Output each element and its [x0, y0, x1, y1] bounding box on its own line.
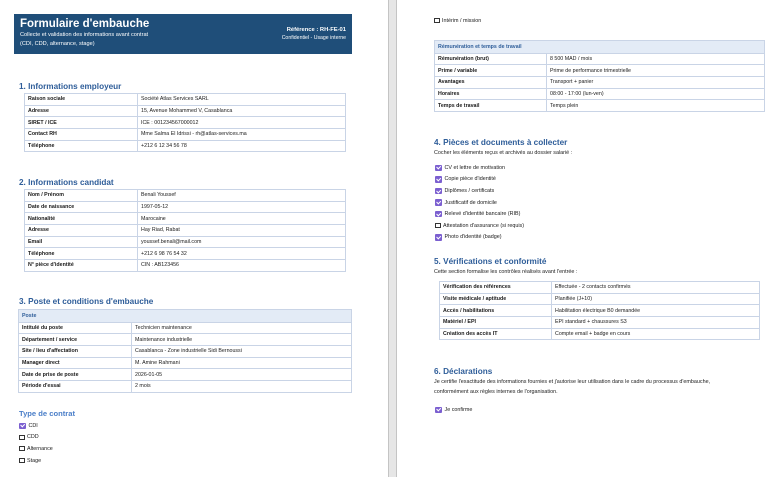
form-subtitle-line1: Collecte et validation des informations avant contrat [20, 32, 149, 38]
section-title-employer: 1. Informations employeur [19, 82, 122, 91]
row-label: N° pièce d'identité [25, 260, 138, 272]
checkbox-checked-icon[interactable] [435, 199, 442, 206]
row-label: SIRET / ICE [25, 117, 138, 129]
candidate-table [24, 189, 346, 272]
form-title: Formulaire d'embauche [20, 18, 150, 30]
row-value: Benali Youssef [138, 190, 346, 202]
row-label: Site / lieu d'affectation [19, 345, 132, 357]
row-label: Téléphone [25, 248, 138, 260]
row-label: Avantages [435, 76, 547, 88]
checklist-item[interactable] [435, 185, 524, 197]
table-row [440, 282, 760, 294]
checklist-item-label: CDD [27, 434, 39, 441]
row-value: EPI standard + chaussures S3 [552, 317, 760, 329]
confidential-label: Confidentiel - Usage interne [281, 35, 346, 41]
row-value: M. Amine Rahmani [132, 357, 352, 369]
row-value: Transport + panier [547, 76, 765, 88]
row-value: ICE : 001234567000012 [138, 117, 346, 129]
remuneration-table-header [435, 41, 765, 54]
checklist-item-label: Attestation d'assurance (si requis) [443, 222, 525, 229]
table-row [25, 248, 346, 260]
row-label: Intitulé du poste [19, 322, 132, 334]
checklist-item-label: CDI [28, 422, 38, 429]
section-title-documents: 4. Pièces et documents à collecter [434, 138, 568, 147]
row-value: Hay Riad, Rabat [138, 225, 346, 237]
row-value: youssef.benali@mail.com [138, 236, 346, 248]
row-label: Temps de travail [435, 100, 547, 112]
row-value: Temps plein [547, 100, 765, 112]
row-value: +212 6 12 34 56 78 [138, 140, 346, 152]
row-label: Vérification des références [440, 282, 552, 294]
row-label: Email [25, 236, 138, 248]
table-row [435, 88, 765, 100]
checkbox-checked-icon[interactable] [19, 423, 26, 430]
checkbox-unchecked-icon[interactable] [434, 18, 440, 23]
form-header [14, 14, 352, 54]
row-label: Prime / variable [435, 65, 547, 77]
form-reference: Référence : RH-FE-01 [286, 27, 346, 33]
checkbox-unchecked-icon[interactable] [435, 223, 441, 228]
row-value: Compte email + badge en cours [552, 328, 760, 340]
table-row [19, 380, 352, 392]
remuneration-header-cell: Rémunération et temps de travail [435, 41, 765, 54]
table-row [435, 65, 765, 77]
row-value: 8 500 MAD / mois [547, 53, 765, 65]
row-value: 08:00 - 17:00 (lun-ven) [547, 88, 765, 100]
checklist-item-label: Diplômes / certificats [444, 187, 495, 194]
row-value: Habilitation électrique B0 demandée [552, 305, 760, 317]
checkbox-checked-icon[interactable] [435, 176, 442, 183]
row-label: Horaires [435, 88, 547, 100]
row-label: Nom / Prénom [25, 190, 138, 202]
table-row [25, 201, 346, 213]
checklist-item-label: Copie pièce d'identité [444, 176, 496, 183]
row-label: Date de prise de poste [19, 369, 132, 381]
checklist-item-label: Intérim / mission [442, 17, 482, 24]
checklist-item-label: Alternance [27, 445, 53, 452]
table-row [440, 328, 760, 340]
row-value: CIN : AB123456 [138, 260, 346, 272]
row-label: Date de naissance [25, 201, 138, 213]
row-label: Raison sociale [25, 94, 138, 106]
checkbox-checked-icon[interactable] [435, 234, 442, 241]
checklist-item[interactable] [435, 232, 524, 244]
checklist-item[interactable] [19, 455, 53, 467]
row-value: Casablanca - Zone industrielle Sidi Bernoussi [132, 345, 352, 357]
row-label: Matériel / EPI [440, 317, 552, 329]
row-label: Période d'essai [19, 380, 132, 392]
row-label: Département / service [19, 334, 132, 346]
row-value: 2 mois [132, 380, 352, 392]
table-row [25, 190, 346, 202]
row-label: Téléphone [25, 140, 138, 152]
documents-checklist [435, 162, 524, 243]
row-label: Adresse [25, 105, 138, 117]
checkbox-unchecked-icon[interactable] [19, 458, 25, 463]
table-row [25, 225, 346, 237]
checklist-item[interactable] [435, 174, 524, 186]
checklist-item-label: Photo d'identité (badge) [444, 234, 502, 241]
row-value: Technicien maintenance [132, 322, 352, 334]
checklist-item[interactable] [434, 15, 481, 27]
section-title-position: 3. Poste et conditions d'embauche [19, 297, 154, 306]
table-row [435, 53, 765, 65]
row-label: Visite médicale / aptitude [440, 293, 552, 305]
checkbox-checked-icon[interactable] [435, 407, 442, 414]
checkbox-checked-icon[interactable] [435, 211, 442, 218]
section-title-verifications: 5. Vérifications et conformité [434, 257, 547, 266]
row-label: Contact RH [25, 129, 138, 141]
checklist-item[interactable] [19, 420, 53, 432]
confirm-checkbox-row [435, 404, 472, 416]
checklist-item[interactable] [435, 162, 524, 174]
row-value: Effectuée - 2 contacts confirmés [552, 282, 760, 294]
checkbox-checked-icon[interactable] [435, 188, 442, 195]
confirm-label: Je confirme [444, 406, 473, 413]
section-title-candidate: 2. Informations candidat [19, 178, 114, 187]
row-value: Prime de performance trimestrielle [547, 65, 765, 77]
checkbox-unchecked-icon[interactable] [19, 435, 25, 440]
row-value: Marocaine [138, 213, 346, 225]
row-value: +212 6 98 76 54 32 [138, 248, 346, 260]
row-label: Création des accès IT [440, 328, 552, 340]
remuneration-table [434, 40, 765, 112]
checklist-item-label: Relevé d'identité bancaire (RIB) [444, 211, 521, 218]
row-value: Planifiée (J+10) [552, 293, 760, 305]
position-table [18, 309, 352, 393]
position-table-header [19, 310, 352, 323]
row-label: Nationalité [25, 213, 138, 225]
row-label: Rémunération (brut) [435, 53, 547, 65]
table-row [25, 213, 346, 225]
row-value: 2026-01-05 [132, 369, 352, 381]
table-row [440, 293, 760, 305]
table-row [25, 105, 346, 117]
table-row [440, 317, 760, 329]
documents-intro: Cocher les éléments reçus et archivés au dossier salarié : [434, 150, 573, 156]
table-row [25, 140, 346, 152]
row-value: 15, Avenue Mohammed V, Casablanca [138, 105, 346, 117]
table-row [440, 305, 760, 317]
contract-type-list-continued [434, 15, 481, 27]
page-gutter [388, 0, 397, 477]
declaration-text-line2: conformément aux règles internes de l'organisation. [434, 389, 558, 395]
checklist-item[interactable] [435, 197, 524, 209]
checklist-item[interactable] [435, 220, 524, 232]
contract-type-list [19, 420, 53, 466]
table-row [435, 100, 765, 112]
row-label: Adresse [25, 225, 138, 237]
checklist-item[interactable] [19, 432, 53, 444]
verifications-intro: Cette section formalise les contrôles réalisés avant l'entrée : [434, 269, 578, 275]
checklist-item[interactable] [435, 208, 524, 220]
checklist-item-label: Justificatif de domicile [444, 199, 497, 206]
row-value: Mme Salma El Idrissi - rh@atlas-services.ma [138, 129, 346, 141]
row-label: Accès / habilitations [440, 305, 552, 317]
row-value: 1997-05-12 [138, 201, 346, 213]
section-title-declarations: 6. Déclarations [434, 367, 493, 376]
row-value: Société Atlas Services SARL [138, 94, 346, 106]
table-row [25, 260, 346, 272]
employer-table [24, 93, 346, 152]
table-row [19, 334, 352, 346]
table-row [25, 94, 346, 106]
table-row [19, 369, 352, 381]
table-row [25, 117, 346, 129]
row-value: Maintenance industrielle [132, 334, 352, 346]
position-header-cell: Poste [19, 310, 352, 323]
checklist-item-label: CV et lettre de motivation [444, 164, 506, 171]
checkbox-checked-icon[interactable] [435, 165, 442, 172]
checklist-item-label: Stage [27, 457, 42, 464]
table-row [19, 322, 352, 334]
page-2 [397, 0, 774, 477]
contract-type-title: Type de contrat [19, 409, 75, 418]
form-subtitle-line2: (CDI, CDD, alternance, stage) [20, 40, 95, 47]
declaration-text-line1: Je certifie l'exactitude des informations fournies et j'autorise leur utilisation dans le cadre du processus d'embauche, [434, 379, 711, 385]
table-row [19, 345, 352, 357]
confirm-checkbox-item[interactable] [435, 404, 472, 416]
table-row [25, 129, 346, 141]
verifications-table [439, 281, 760, 340]
row-label: Manager direct [19, 357, 132, 369]
table-row [25, 236, 346, 248]
checklist-item[interactable] [19, 443, 53, 455]
table-row [435, 76, 765, 88]
table-row [19, 357, 352, 369]
checkbox-unchecked-icon[interactable] [19, 446, 25, 451]
